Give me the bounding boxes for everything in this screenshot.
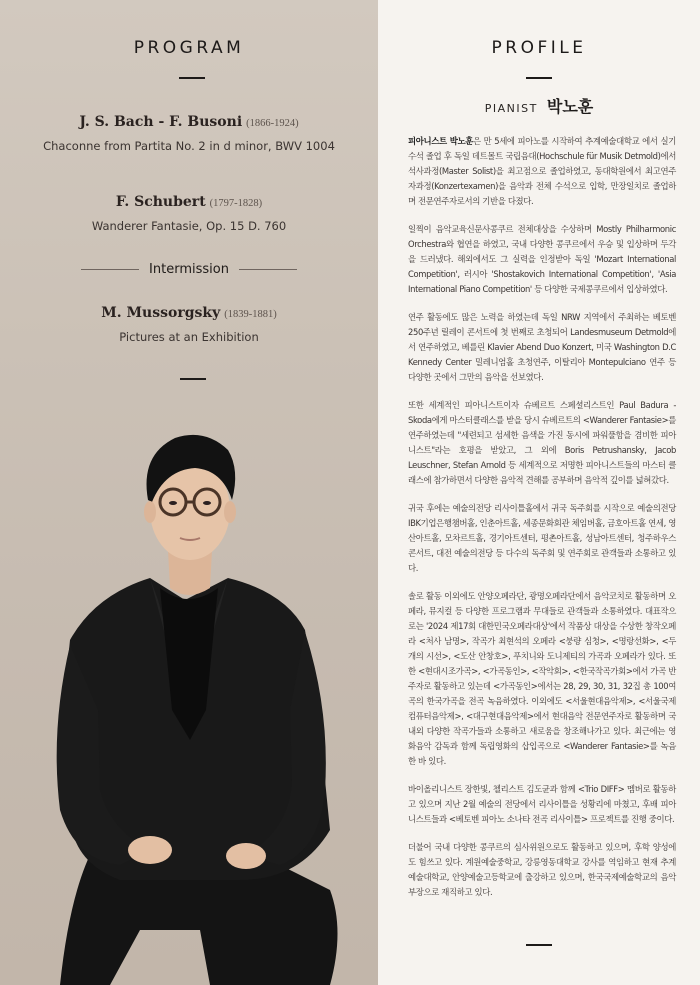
program-piece-3 (0, 305, 378, 344)
piece-composer: M. Mussorgsky (1839-1881) (101, 305, 277, 321)
profile-panel (378, 0, 700, 985)
bio-lead: 피아니스트 박노훈 (408, 136, 474, 146)
bio-paragraph: 더불어 국내 다양한 콩쿠르의 심사위원으로도 활동하고 있으며, 후학 양성에도 힘쓰고 있다. 계원예술중학교, 강릉영동대학교 강사를 역임하고 현재 추계예술대학교, 안양예술고등학교에 출강하고 있으며, 한국국제예술학교의 음악부장으로 재직하고 있다. (408, 842, 676, 897)
intermission-label: Intermission (149, 262, 229, 277)
composer-years: (1866-1924) (246, 118, 299, 129)
bio-paragraph: 바이올리니스트 장한빛, 첼리스트 김도균과 함께 <Trio DIFF> 멤버로 활동하고 있으며 지난 2월 예술의 전당에서 리사이틀을 성황리에 마쳤고, 후배 피아니스트들과 <베토벤 피아노 소나타 전곡 리사이틀> 프로젝트를 진행 중이다. (408, 784, 676, 824)
program-piece-1 (0, 114, 378, 153)
bio-paragraph: 또한 세계적인 피아니스트이자 슈베르트 스페셜리스트인 Paul Badura -Skoda에게 마스터클래스를 받을 당시 슈베르트의 <Wanderer Fantasie>를 연주하였는데 "세련되고 섬세한 음색을 가진 동시에 파워풀함을 겸비한 피아니스트"라는 호평을 받았고, 그 외에 Boris Petrushansky, Jacob Leuschner, Stefan Arnold 등 세계적으로 저명한 피아니스트들의 마스터 클래스에 참가하면서 다양한 음악적 견해를 공부하며 음악적 깊이를 넓혀갔다. (408, 400, 676, 485)
piece-work: Chaconne from Partita No. 2 in d minor, BWV 1004 (43, 139, 335, 153)
intermission-line-right (239, 269, 297, 270)
composer-years: (1797-1828) (209, 198, 263, 209)
program-title: PROGRAM (133, 38, 245, 58)
intermission-divider (0, 262, 378, 277)
bio-paragraph: 연주 활동에도 많은 노력을 하였는데 독일 NRW 지역에서 주최하는 베토벤 250주년 릴레이 콘서트에 첫 번째로 초청되어 Landesmuseum Detmold에서 연주하였고, 베를린 Klavier Abend Duo Konzert, 미국 Washington D.C Kennedy Center 밀레니엄홀 초청연주, 이탈리아 Montepulciano 연주 등 다양한 곳에서 그만의 음악을 선보였다. (408, 312, 676, 382)
program-title-divider (179, 77, 205, 79)
piece-composer: J. S. Bach - F. Busoni (1866-1924) (79, 114, 299, 130)
bio-paragraph: 일찍이 음악교육신문사콩쿠르 전체대상을 수상하며 Mostly Philharmonic Orchestra와 협연을 하였고, 국내 다양한 콩쿠르에서 우승 및 입상하며 두각을 드러냈다. 해외에서도 그 실력을 인정받아 독일 'Mozart International Competition', 러시아 'Shostakovich International Competition', 'Asia International Piano Competition' 등 다양한 국제콩쿠르에서 입상하였다. (408, 224, 676, 294)
intermission-line-left (81, 269, 139, 270)
profile-title-divider (526, 77, 552, 79)
profile-end-divider (526, 944, 552, 946)
piece-work: Wanderer Fantasie, Op. 15 D. 760 (91, 219, 287, 233)
program-piece-2 (0, 194, 378, 233)
biography (408, 134, 676, 913)
bio-paragraph: 피아니스트 박노훈은 만 5세에 피아노를 시작하여 추계예술대학교 에서 실기 수석 졸업 후 독일 데트몰트 국립음대(Hochschule für Musik Detmold)에서 석사과정(Master Solist)을 최고점으로 졸업하였고, 동대학원에서 최고연주자과정(Konzertexamen)을 음악과 전체 수석으로 입학, 만장일치로 졸업하며 전문연주자로서의 기반을 다졌다. (408, 136, 676, 206)
pianist-role: PIANIST (484, 102, 538, 115)
piece-work: Pictures at an Exhibition (119, 330, 259, 344)
composer-years: (1839-1881) (224, 309, 277, 320)
program-end-divider (180, 378, 206, 380)
pianist-name: 박노훈 (546, 97, 594, 116)
pianist-heading (378, 94, 700, 117)
profile-title: PROFILE (491, 38, 587, 58)
piece-composer: F. Schubert (1797-1828) (115, 194, 263, 210)
bio-paragraph: 귀국 후에는 예술의전당 리사이틀홀에서 귀국 독주회를 시작으로 예술의전당 IBK기업은행챔버홀, 인춘아트홀, 세종문화회관 체임버홀, 금호아트홀 연세, 영산아트홀, 모차르트홀, 경기아트센터, 평촌아트홀, 성남아트센터, 청주하우스콘서트, 대전 예술의전당 등 다수의 독주회 및 연주회로 관객들과 소통하고 있다. (408, 503, 676, 573)
pianist-portrait (0, 410, 378, 985)
bio-paragraph: 솔로 활동 이외에도 안양오페라단, 광명오페라단에서 음악코치로 활동하며 오페라, 뮤지컬 등 다양한 프로그램과 무대들로 관객들과 소통하였다. 대표작으로는 '2024 제17회 대한민국오페라대상'에서 작품상 대상을 수상한 창작오페라 <처사 남명>, 작곡가 최현석의 오페라 <붕량 심청>, <명랑선화>, <두 개의 시선>, <도산 안창호>, 푸치니와 도니제티의 가곡과 오페라가 있다. 또한 <현대시조가곡>, <가곡동인>, <작악회>, <한국작곡가회>에서 가곡 반주자로 활동하고 있는데 <가곡동인>에서는 28, 29, 30, 31, 32집 총 100여 곡의 한국가곡을 전곡 녹음하였다. 이외에도 <서울현대음악제>, <서울국제컴퓨터음악제>, <대구현대음악제>에서 현대음악 전문연주자로 활동하며 국내외 다양한 작곡가들과 소통하고 새로움을 창조해나가고 있다. 최근에는 영화음악 감독과 함께 독립영화의 삽입곡으로 <Wanderer Fantasie>를 녹음한 바 있다. (408, 591, 676, 766)
